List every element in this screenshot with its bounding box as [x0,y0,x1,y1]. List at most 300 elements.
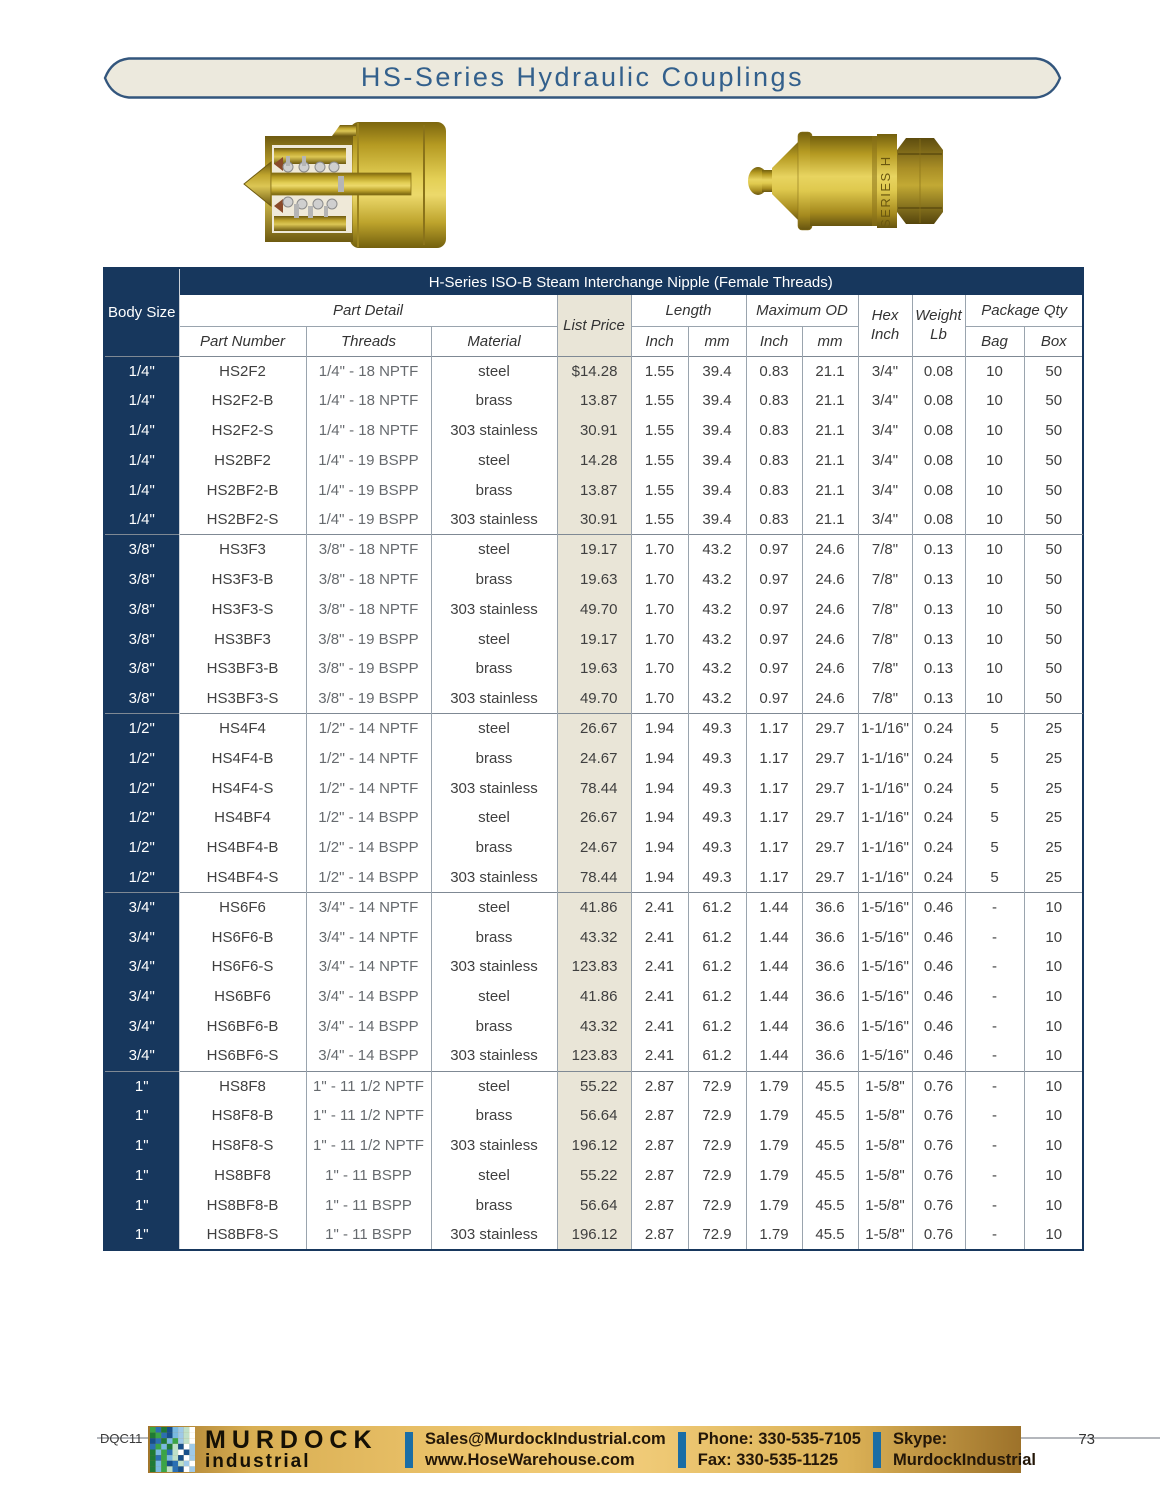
footer-website[interactable]: www.HoseWarehouse.com [425,1450,635,1469]
cell-length-inch: 1.70 [631,654,688,684]
cell-hex-inch: 1-5/8" [858,1101,912,1131]
cell-body-size: 1/2" [104,773,179,803]
cell-threads: 3/8" - 18 NPTF [306,594,431,624]
cell-bag-qty: 5 [965,773,1024,803]
cell-length-inch: 2.41 [631,892,688,922]
cell-bag-qty: 10 [965,565,1024,595]
cell-box-qty: 50 [1024,684,1083,714]
cell-weight-lb: 0.13 [912,684,965,714]
cell-length-mm: 43.2 [688,565,746,595]
cell-weight-lb: 0.08 [912,445,965,475]
table-row [104,982,1083,1012]
cell-weight-lb: 0.08 [912,386,965,416]
cell-part-number: HS4BF4-S [179,863,306,893]
cell-box-qty: 25 [1024,714,1083,744]
cell-threads: 3/8" - 18 NPTF [306,535,431,565]
cell-list-price: 41.86 [557,892,631,922]
cell-bag-qty: - [965,1131,1024,1161]
cell-od-mm: 29.7 [802,743,858,773]
cell-threads: 1/2" - 14 BSPP [306,803,431,833]
table-row [104,773,1083,803]
cell-weight-lb: 0.08 [912,356,965,386]
cell-body-size: 3/8" [104,535,179,565]
cell-material: steel [431,714,557,744]
murdock-logo-icon [150,1427,195,1472]
cell-weight-lb: 0.46 [912,952,965,982]
cell-bag-qty: - [965,1101,1024,1131]
cell-od-mm: 36.6 [802,922,858,952]
doc-code: DQC11 [100,1431,143,1446]
cell-length-inch: 1.70 [631,565,688,595]
cell-length-inch: 2.41 [631,982,688,1012]
cell-od-inch: 1.17 [746,803,802,833]
table-row [104,1190,1083,1220]
cell-length-mm: 49.3 [688,803,746,833]
cell-hex-inch: 1-5/16" [858,1041,912,1071]
cell-length-mm: 39.4 [688,386,746,416]
table-row [104,1071,1083,1101]
cell-od-mm: 36.6 [802,892,858,922]
cell-material: brass [431,1012,557,1042]
table-row [104,356,1083,386]
cell-od-mm: 21.1 [802,475,858,505]
cell-body-size: 1/2" [104,743,179,773]
cell-body-size: 1/2" [104,803,179,833]
cell-material: 303 stainless [431,863,557,893]
cell-threads: 3/4" - 14 BSPP [306,1041,431,1071]
cell-length-inch: 2.87 [631,1131,688,1161]
cell-hex-inch: 1-1/16" [858,714,912,744]
header-maximum-od: Maximum OD [746,295,858,326]
cell-box-qty: 10 [1024,952,1083,982]
cell-body-size: 1" [104,1101,179,1131]
cell-od-mm: 45.5 [802,1131,858,1161]
cell-od-inch: 0.83 [746,416,802,446]
footer-phone: Phone: 330-535-7105 [697,1429,861,1448]
cell-od-mm: 21.1 [802,356,858,386]
cell-box-qty: 50 [1024,356,1083,386]
cell-list-price: $14.28 [557,356,631,386]
cell-bag-qty: 5 [965,803,1024,833]
footer-phone-block [686,1429,873,1471]
cell-bag-qty: - [965,1161,1024,1191]
cell-bag-qty: - [965,1041,1024,1071]
cell-list-price: 196.12 [557,1220,631,1250]
cell-length-mm: 43.2 [688,535,746,565]
cell-bag-qty: - [965,922,1024,952]
cell-material: brass [431,833,557,863]
cell-od-inch: 1.44 [746,1041,802,1071]
cell-od-inch: 1.17 [746,743,802,773]
cell-part-number: HS6F6-B [179,922,306,952]
cell-bag-qty: 10 [965,654,1024,684]
cell-material: brass [431,565,557,595]
cell-od-mm: 24.6 [802,624,858,654]
cell-od-mm: 45.5 [802,1101,858,1131]
cell-material: steel [431,1161,557,1191]
cell-material: 303 stainless [431,1220,557,1250]
cell-od-inch: 1.79 [746,1101,802,1131]
cell-hex-inch: 1-1/16" [858,803,912,833]
cell-length-mm: 39.4 [688,505,746,535]
table-row [104,1012,1083,1042]
cell-od-inch: 1.17 [746,833,802,863]
table-title: H-Series ISO-B Steam Interchange Nipple (Female Threads) [179,268,1083,295]
header-length-mm: mm [688,326,746,356]
cell-part-number: HS2F2-S [179,416,306,446]
table-row [104,535,1083,565]
cell-weight-lb: 0.24 [912,714,965,744]
cell-weight-lb: 0.76 [912,1101,965,1131]
cell-material: steel [431,892,557,922]
cell-list-price: 41.86 [557,982,631,1012]
cell-body-size: 1" [104,1220,179,1250]
cell-list-price: 19.63 [557,565,631,595]
footer-separator [678,1432,686,1468]
cell-length-mm: 72.9 [688,1101,746,1131]
cell-material: 303 stainless [431,1131,557,1161]
footer-email[interactable]: Sales@MurdockIndustrial.com [425,1429,666,1448]
cell-length-inch: 1.55 [631,475,688,505]
cell-od-mm: 24.6 [802,654,858,684]
cell-part-number: HS8F8-S [179,1131,306,1161]
cell-material: 303 stainless [431,594,557,624]
cell-length-mm: 49.3 [688,743,746,773]
cell-hex-inch: 1-5/8" [858,1131,912,1161]
cell-list-price: 56.64 [557,1101,631,1131]
cell-body-size: 1/4" [104,386,179,416]
cell-part-number: HS8BF8-B [179,1190,306,1220]
cell-box-qty: 50 [1024,386,1083,416]
cell-od-inch: 0.97 [746,624,802,654]
cell-threads: 3/4" - 14 NPTF [306,922,431,952]
cell-od-mm: 21.1 [802,416,858,446]
cell-box-qty: 10 [1024,1220,1083,1250]
cell-box-qty: 10 [1024,1101,1083,1131]
cell-od-inch: 0.83 [746,475,802,505]
cell-material: steel [431,803,557,833]
cell-weight-lb: 0.24 [912,833,965,863]
cell-hex-inch: 1-1/16" [858,863,912,893]
cell-od-mm: 21.1 [802,505,858,535]
cell-list-price: 24.67 [557,743,631,773]
cell-hex-inch: 3/4" [858,505,912,535]
footer-skype-block [881,1429,1048,1471]
cell-list-price: 196.12 [557,1131,631,1161]
cell-weight-lb: 0.76 [912,1161,965,1191]
cell-box-qty: 50 [1024,654,1083,684]
cell-part-number: HS8F8-B [179,1101,306,1131]
cell-od-mm: 29.7 [802,803,858,833]
cell-bag-qty: 10 [965,684,1024,714]
cell-hex-inch: 1-5/16" [858,1012,912,1042]
cell-hex-inch: 1-1/16" [858,833,912,863]
cell-box-qty: 10 [1024,1131,1083,1161]
cell-bag-qty: 5 [965,714,1024,744]
cell-box-qty: 25 [1024,863,1083,893]
cell-list-price: 43.32 [557,922,631,952]
cell-threads: 1/2" - 14 NPTF [306,714,431,744]
cell-length-inch: 2.87 [631,1071,688,1101]
footer-separator [873,1432,881,1468]
cell-length-inch: 1.70 [631,535,688,565]
cell-length-mm: 39.4 [688,445,746,475]
cell-od-mm: 29.7 [802,863,858,893]
cell-od-inch: 1.44 [746,922,802,952]
cell-threads: 3/4" - 14 BSPP [306,1012,431,1042]
table-header [104,268,1083,356]
cell-length-mm: 49.3 [688,714,746,744]
cell-hex-inch: 1-5/8" [858,1071,912,1101]
cell-hex-inch: 7/8" [858,594,912,624]
header-length-inch: Inch [631,326,688,356]
cell-bag-qty: - [965,982,1024,1012]
cell-od-mm: 24.6 [802,684,858,714]
cell-bag-qty: 10 [965,505,1024,535]
page-title: HS-Series Hydraulic Couplings [360,61,805,92]
header-part-detail: Part Detail [179,295,557,326]
cell-part-number: HS3F3-S [179,594,306,624]
table-row [104,624,1083,654]
cell-part-number: HS4F4-B [179,743,306,773]
cell-hex-inch: 1-5/8" [858,1161,912,1191]
cell-material: steel [431,624,557,654]
cell-body-size: 3/8" [104,565,179,595]
cell-part-number: HS2F2-B [179,386,306,416]
cell-body-size: 1/4" [104,445,179,475]
cell-list-price: 49.70 [557,594,631,624]
cell-box-qty: 50 [1024,416,1083,446]
header-weight-lb: Weight Lb [912,295,965,356]
cell-body-size: 1" [104,1131,179,1161]
brand-subname: industrial [205,1450,311,1472]
cell-box-qty: 50 [1024,535,1083,565]
cell-weight-lb: 0.24 [912,803,965,833]
cell-hex-inch: 1-5/16" [858,892,912,922]
cell-length-mm: 43.2 [688,594,746,624]
cell-length-mm: 49.3 [688,863,746,893]
cell-od-inch: 1.17 [746,773,802,803]
cell-list-price: 19.17 [557,535,631,565]
footer-contact-bar [148,1425,1037,1473]
cell-hex-inch: 7/8" [858,535,912,565]
cell-material: steel [431,356,557,386]
cell-box-qty: 10 [1024,1041,1083,1071]
cell-box-qty: 50 [1024,565,1083,595]
cell-od-mm: 29.7 [802,714,858,744]
cell-bag-qty: 10 [965,624,1024,654]
cell-list-price: 26.67 [557,714,631,744]
cell-hex-inch: 3/4" [858,416,912,446]
cell-box-qty: 25 [1024,833,1083,863]
table-row [104,654,1083,684]
cell-material: brass [431,386,557,416]
cell-length-mm: 72.9 [688,1161,746,1191]
cell-length-mm: 72.9 [688,1190,746,1220]
cell-bag-qty: 10 [965,416,1024,446]
nipple-engraving-text: SERIES H [878,155,893,228]
cell-length-inch: 2.41 [631,952,688,982]
cell-length-inch: 1.55 [631,416,688,446]
header-box: Box [1024,326,1083,356]
cell-threads: 1/2" - 14 NPTF [306,773,431,803]
cell-part-number: HS4BF4-B [179,833,306,863]
cell-list-price: 78.44 [557,863,631,893]
cell-weight-lb: 0.08 [912,475,965,505]
footer-skype-label: Skype: [893,1429,948,1448]
cell-body-size: 3/4" [104,892,179,922]
coupling-cutaway-image [238,112,480,258]
cell-box-qty: 50 [1024,594,1083,624]
cell-od-mm: 36.6 [802,952,858,982]
cell-material: 303 stainless [431,1041,557,1071]
table-row [104,833,1083,863]
cell-threads: 1/4" - 19 BSPP [306,475,431,505]
cell-list-price: 49.70 [557,684,631,714]
cell-threads: 1" - 11 1/2 NPTF [306,1131,431,1161]
cell-list-price: 26.67 [557,803,631,833]
cell-body-size: 1" [104,1161,179,1191]
cell-box-qty: 25 [1024,803,1083,833]
cell-box-qty: 50 [1024,505,1083,535]
cell-body-size: 1/2" [104,833,179,863]
cell-material: brass [431,475,557,505]
cell-part-number: HS6F6 [179,892,306,922]
footer-fax: Fax: 330-535-1125 [697,1450,839,1469]
cell-length-mm: 61.2 [688,982,746,1012]
cell-box-qty: 50 [1024,475,1083,505]
cell-part-number: HS4F4-S [179,773,306,803]
table-row [104,863,1083,893]
cell-length-inch: 1.94 [631,714,688,744]
cell-part-number: HS2BF2 [179,445,306,475]
cell-body-size: 3/4" [104,952,179,982]
cell-material: brass [431,1101,557,1131]
cell-od-mm: 45.5 [802,1190,858,1220]
cell-od-inch: 0.83 [746,386,802,416]
cell-list-price: 19.17 [557,624,631,654]
cell-weight-lb: 0.46 [912,892,965,922]
table-row [104,1161,1083,1191]
cell-body-size: 1/2" [104,714,179,744]
table-row [104,1220,1083,1250]
cell-length-mm: 43.2 [688,624,746,654]
cell-list-price: 55.22 [557,1161,631,1191]
table-body [104,356,1083,1250]
cell-length-inch: 1.94 [631,773,688,803]
cell-hex-inch: 1-1/16" [858,743,912,773]
cell-list-price: 123.83 [557,1041,631,1071]
cell-bag-qty: - [965,1190,1024,1220]
table-row [104,743,1083,773]
cell-od-mm: 45.5 [802,1161,858,1191]
cell-od-inch: 1.79 [746,1220,802,1250]
cell-part-number: HS8BF8 [179,1161,306,1191]
cell-weight-lb: 0.76 [912,1190,965,1220]
cell-body-size: 1/4" [104,356,179,386]
cell-weight-lb: 0.76 [912,1131,965,1161]
cell-body-size: 3/8" [104,654,179,684]
cell-material: brass [431,922,557,952]
cell-bag-qty: 10 [965,475,1024,505]
cell-hex-inch: 3/4" [858,475,912,505]
product-table [103,267,1084,1251]
cell-bag-qty: - [965,952,1024,982]
cell-part-number: HS6F6-S [179,952,306,982]
cell-od-inch: 0.83 [746,356,802,386]
cell-length-inch: 1.70 [631,624,688,654]
footer-separator [405,1432,413,1468]
cell-od-inch: 0.97 [746,684,802,714]
cell-weight-lb: 0.46 [912,982,965,1012]
cell-body-size: 3/8" [104,684,179,714]
cell-od-mm: 36.6 [802,1041,858,1071]
cell-od-inch: 0.83 [746,445,802,475]
cell-weight-lb: 0.24 [912,743,965,773]
cell-threads: 1/4" - 18 NPTF [306,416,431,446]
cell-part-number: HS3F3-B [179,565,306,595]
cell-threads: 3/8" - 19 BSPP [306,624,431,654]
cell-list-price: 13.87 [557,475,631,505]
cell-length-inch: 1.55 [631,356,688,386]
cell-length-mm: 72.9 [688,1131,746,1161]
cell-threads: 1/4" - 18 NPTF [306,386,431,416]
cell-box-qty: 10 [1024,1071,1083,1101]
cell-threads: 1" - 11 1/2 NPTF [306,1071,431,1101]
cell-od-mm: 24.6 [802,594,858,624]
cell-threads: 1/2" - 14 BSPP [306,833,431,863]
cell-part-number: HS2F2 [179,356,306,386]
cell-threads: 1/2" - 14 NPTF [306,743,431,773]
cell-od-mm: 21.1 [802,445,858,475]
cell-weight-lb: 0.13 [912,624,965,654]
cell-list-price: 13.87 [557,386,631,416]
cell-weight-lb: 0.13 [912,654,965,684]
cell-part-number: HS6BF6-B [179,1012,306,1042]
cell-length-mm: 61.2 [688,892,746,922]
cutaway-poppet-tip [244,162,271,206]
cell-box-qty: 25 [1024,773,1083,803]
cell-hex-inch: 1-5/16" [858,922,912,952]
cell-od-inch: 1.44 [746,892,802,922]
cell-box-qty: 10 [1024,1161,1083,1191]
cell-od-mm: 24.6 [802,535,858,565]
table-row [104,684,1083,714]
page-number: 73 [1078,1431,1095,1448]
cell-threads: 1/2" - 14 BSPP [306,863,431,893]
cell-length-mm: 39.4 [688,356,746,386]
cell-box-qty: 10 [1024,1012,1083,1042]
header-list-price: List Price [557,295,631,356]
cell-threads: 3/4" - 14 NPTF [306,952,431,982]
table-row [104,565,1083,595]
cell-weight-lb: 0.46 [912,1012,965,1042]
cell-part-number: HS2BF2-S [179,505,306,535]
cell-od-mm: 29.7 [802,773,858,803]
cell-body-size: 1/2" [104,863,179,893]
cell-hex-inch: 3/4" [858,356,912,386]
cell-body-size: 1" [104,1190,179,1220]
header-threads: Threads [306,326,431,356]
cell-length-inch: 1.55 [631,445,688,475]
cell-box-qty: 10 [1024,982,1083,1012]
cell-length-mm: 61.2 [688,952,746,982]
cell-material: steel [431,982,557,1012]
cell-bag-qty: 5 [965,833,1024,863]
cell-od-mm: 29.7 [802,833,858,863]
cell-body-size: 3/4" [104,982,179,1012]
cell-length-inch: 2.87 [631,1220,688,1250]
